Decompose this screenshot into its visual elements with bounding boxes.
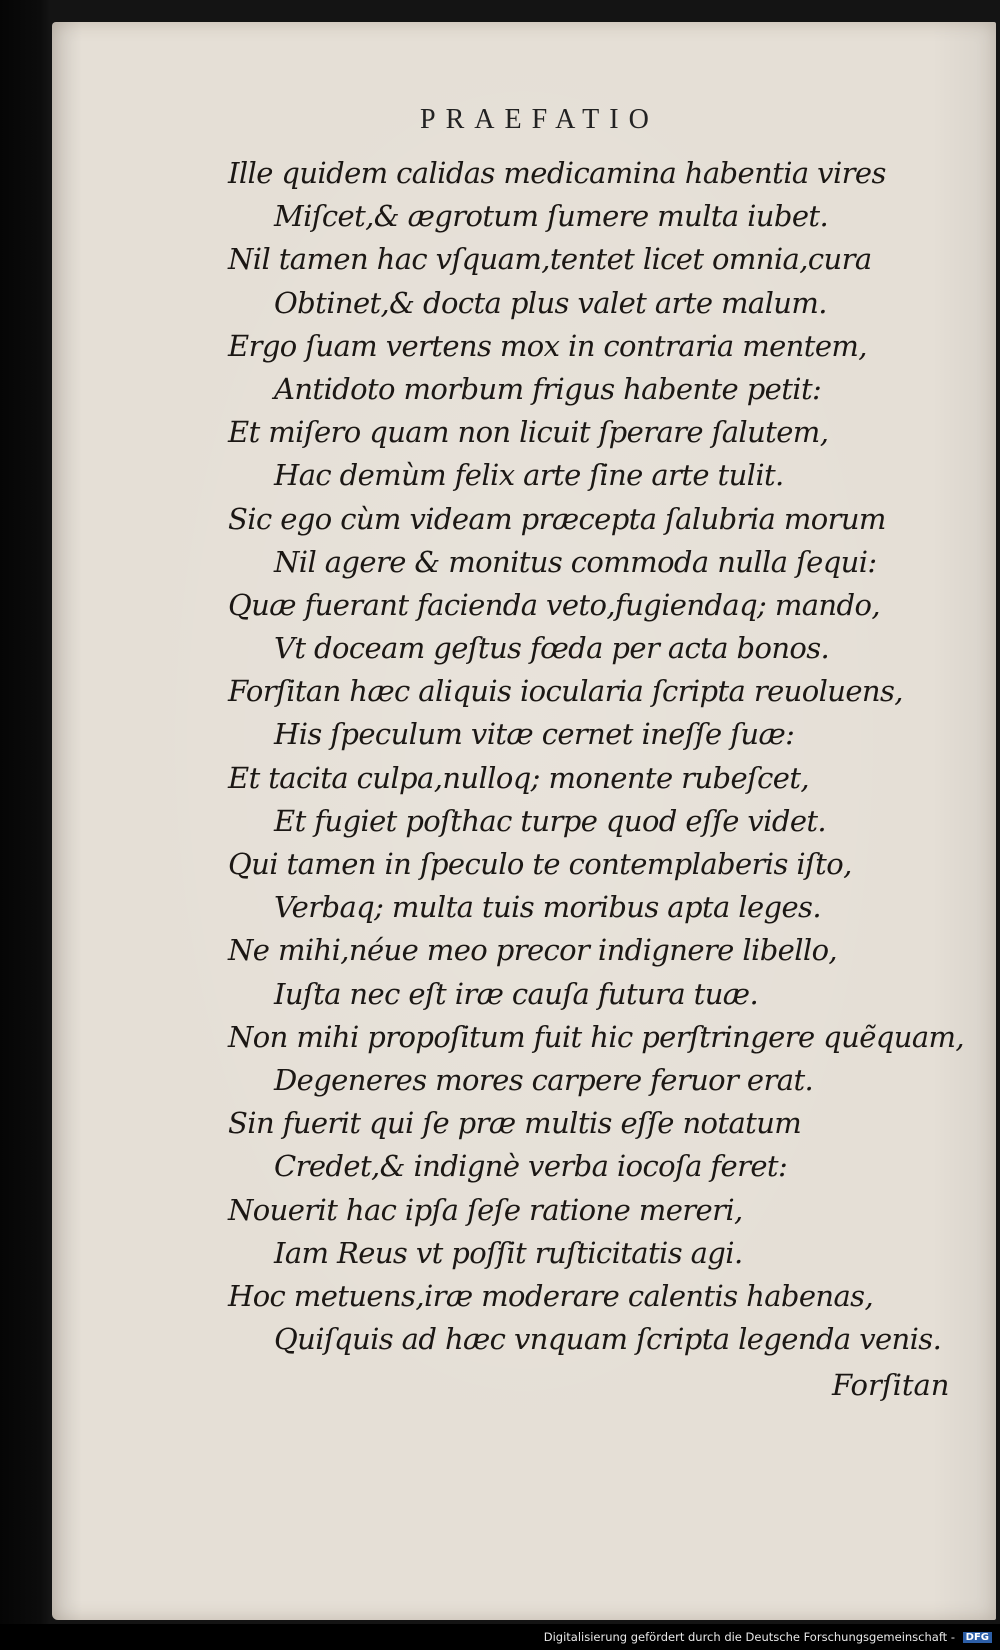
verse-line: Hac demùm felix arte ſine arte tulit. <box>274 458 784 493</box>
verse-line: Quæ fuerant facienda veto,fugiendaq; mando, <box>228 587 880 622</box>
verse-line: Verbaq; multa tuis moribus apta leges. <box>274 890 821 925</box>
verse-block <box>228 152 968 1361</box>
footer-credit <box>544 1630 992 1644</box>
verse-line: Sin fuerit qui ſe præ multis eſſe notatum <box>228 1106 802 1141</box>
verse-line: Obtinet,& docta plus valet arte malum. <box>274 285 827 320</box>
verse-line: Quiſquis ad hæc vnquam ſcripta legenda venis. <box>274 1322 942 1357</box>
verse-line: Antidoto morbum frigus habente petit: <box>274 371 822 406</box>
verse-line: Nil agere & monitus commoda nulla ſequi: <box>274 544 877 579</box>
verse-line: Qui tamen in ſpeculo te contemplaberis iſto, <box>228 847 852 881</box>
verse-line: Degeneres mores carpere feruor erat. <box>274 1062 814 1097</box>
verse-line: Ille quidem calidas medicamina habentia vires <box>228 156 886 190</box>
footer-bar <box>0 1624 1000 1650</box>
verse-line: His ſpeculum vitæ cernet ineſſe ſuæ: <box>274 717 795 752</box>
verse-line: Forſitan hæc aliquis iocularia ſcripta reuoluens, <box>228 674 903 709</box>
verse-line: Nil tamen hac vſquam,tentet licet omnia,cura <box>228 242 872 277</box>
verse-line: Et fugiet poſthac turpe quod eſſe videt. <box>274 803 827 838</box>
dfg-logo: DFG <box>963 1632 992 1643</box>
verse-line: Non mihi propoſitum fuit hic perſtringere quẽquam, <box>228 1019 965 1054</box>
verse-line: Et miſero quam non licuit ſperare ſalutem, <box>228 415 829 450</box>
footer-credit-text: Digitalisierung gefördert durch die Deutsche Forschungsgemeinschaft - <box>543 1630 955 1644</box>
catchword: Forſitan <box>832 1368 950 1402</box>
verse-line: Credet,& indignè verba iocoſa feret: <box>274 1149 788 1184</box>
verse-line: Ergo ſuam vertens mox in contraria mentem, <box>228 328 867 363</box>
verse-line: Miſcet,& ægrotum ſumere multa iubet. <box>274 199 829 234</box>
verse-line: Et tacita culpa,nulloq; monente rubeſcet, <box>228 760 810 795</box>
verse-line: Hoc metuens,iræ moderare calentis habenas, <box>228 1278 874 1313</box>
verse-line: Iuſta nec eſt iræ cauſa futura tuæ. <box>274 976 759 1011</box>
verse-line: Iam Reus vt poſſit ruſticitatis agi. <box>274 1235 743 1270</box>
verse-line: Ne mihi,néue meo precor indignere libello, <box>228 933 838 968</box>
verse-line: Vt doceam geſtus fœda per acta bonos. <box>274 631 830 666</box>
verse-line: Sic ego cùm videam præcepta ſalubria morum <box>228 501 886 536</box>
verse-line: Nouerit hac ipſa ſeſe ratione mereri, <box>228 1192 743 1227</box>
running-head: PRAEFATIO <box>420 104 659 135</box>
